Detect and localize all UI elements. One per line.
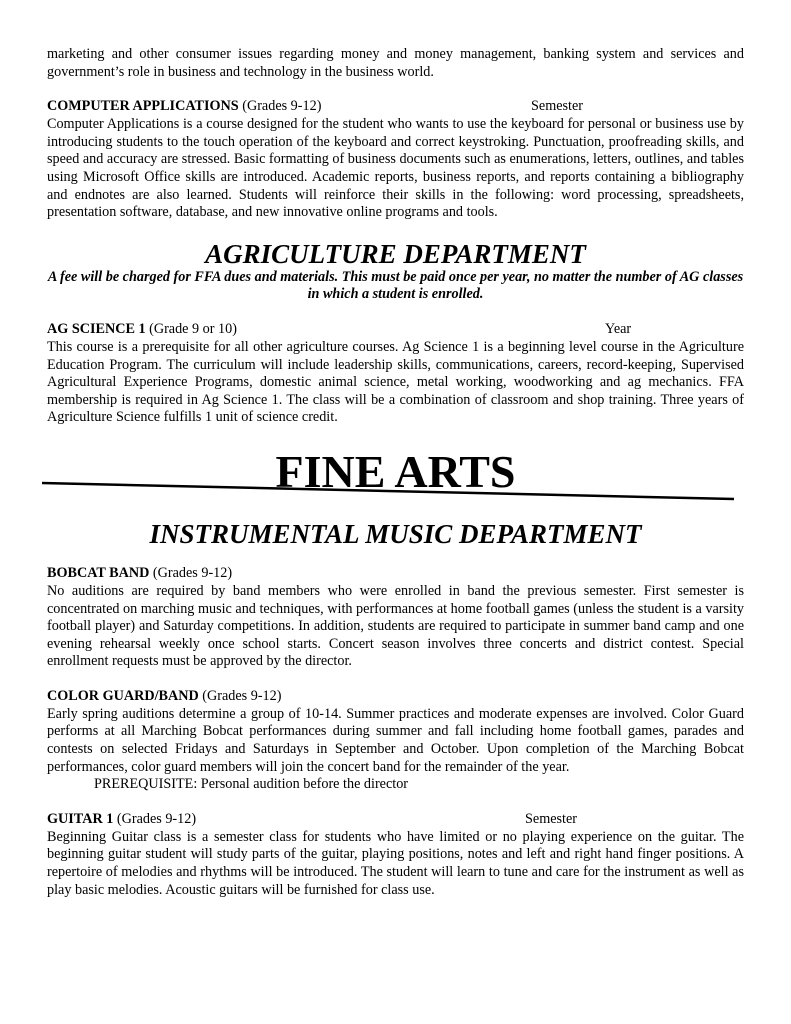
course-description: This course is a prerequisite for all other agriculture courses. Ag Science 1 is a beginning level course in the Agriculture Education Program. The curriculum will include leadership skills, communications, careers, record-keeping, Supervised Agricultural Experience Programs, domestic animal science, metal working, woodworking and ag mechanics. FFA membership is required in Ag Science 1. The class will be a combination of classroom and shop training. Three years of Agriculture Science fulfills 1 unit of science credit.	[47, 338, 744, 426]
course-header	[47, 565, 744, 583]
course-description: Early spring auditions determine a group of 10-14. Summer practices and moderate expenses are involved. Color Guard performs at all Marching Bobcat performances during summer and fall including home football games, parades and contests on selected Fridays and Saturdays in September and October. Upon completion of the Marching Bobcat performances, color guard members will join the concert band for the remainder of the year.	[47, 705, 744, 775]
course-guitar-1	[47, 811, 744, 899]
instrumental-music-department-title: INSTRUMENTAL MUSIC DEPARTMENT	[149, 518, 642, 549]
course-header	[47, 321, 744, 339]
fine-arts-banner	[47, 447, 744, 509]
course-ag-science-1	[47, 321, 744, 427]
course-title: GUITAR 1	[47, 810, 114, 827]
agriculture-department-title: AGRICULTURE DEPARTMENT	[205, 238, 586, 269]
course-header	[47, 98, 744, 116]
course-header	[47, 688, 744, 706]
course-title: COLOR GUARD/BAND	[47, 687, 199, 704]
course-grades: (Grades 9-12)	[149, 564, 233, 581]
course-title: COMPUTER APPLICATIONS	[47, 98, 239, 115]
course-grades: (Grades 9-12)	[113, 810, 197, 827]
course-description: Computer Applications is a course designed for the student who wants to use the keyboard for personal or business use by introducing students to the touch operation of the keyboard and correct keystroking. Punctuation, proofreading skills, and speed and accuracy are stressed. Basic formatting of business documents such as enumerations, letters, outlines, and tables using Microsoft Office skills are introduced. Academic reports, business reports, and reports containing a bibliography and endnotes are also learned. Students will reinforce their skills in the following: word processing, spreadsheets, presentation software, database, and new innovative online programs and tools.	[47, 116, 744, 221]
course-color-guard-band	[47, 688, 744, 794]
course-prerequisite: PREREQUISITE: Personal audition before the director	[94, 776, 409, 793]
intro-paragraph: marketing and other consumer issues regarding money and money management, banking system and services and government’s role in business and technology in the business world.	[47, 46, 744, 80]
course-header	[47, 811, 744, 829]
ffa-fee-note: A fee will be charged for FFA dues and materials. This must be paid once per year, no matter the number of AG classes in which a student is enrolled.	[47, 268, 744, 303]
course-grades: (Grades 9-12)	[198, 687, 282, 704]
course-term: Year	[605, 320, 632, 337]
course-grades: (Grade 9 or 10)	[145, 320, 237, 337]
course-grades: (Grades 9-12)	[238, 98, 322, 115]
fine-arts-heading: FINE ARTS	[275, 445, 516, 497]
course-title: AG SCIENCE 1	[47, 320, 146, 337]
course-description: No auditions are required by band members who were enrolled in band the previous semester. First semester is concentrated on marching music and techniques, with performances at home football games (unless the student is a varsity football player) and Saturday competitions. In addition, students are required to participate in summer band camp and one evening rehearsal weekly once school starts. Concert season involves three concerts and district contest. Special enrollment requests must be approved by the director.	[47, 582, 744, 670]
document-page	[47, 46, 744, 916]
course-description: Beginning Guitar class is a semester class for students who have limited or no playing experience on the guitar. The beginning guitar student will study parts of the guitar, playing positions, notes and left and right hand finger positions. A repertoire of melodies and rhythms will be introduced. The student will learn to tune and care for the instrument as well as play basic melodies. Acoustic guitars will be furnished for class use.	[47, 828, 744, 898]
course-bobcat-band	[47, 565, 744, 671]
course-computer-applications	[47, 98, 744, 222]
course-term: Semester	[525, 810, 578, 827]
course-title: BOBCAT BAND	[47, 564, 150, 581]
course-term: Semester	[531, 98, 584, 115]
